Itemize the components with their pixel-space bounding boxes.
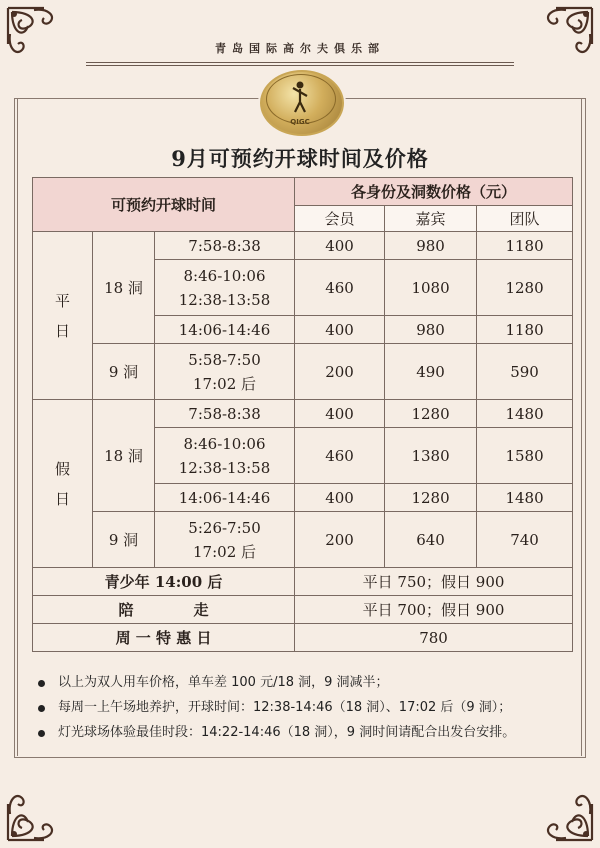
price-cell: 1580 (477, 428, 573, 484)
weekday-18-label: 18 洞 (93, 232, 155, 344)
bullet-icon (38, 730, 45, 737)
price-cell: 1280 (385, 484, 477, 512)
corner-ornament-bottom-right (516, 774, 596, 844)
price-cell: 400 (295, 232, 385, 260)
header-member: 会员 (295, 206, 385, 232)
price-cell: 1480 (477, 400, 573, 428)
price-cell: 1180 (477, 316, 573, 344)
divider (86, 65, 514, 66)
price-cell: 490 (385, 344, 477, 400)
note-item: 灯光球场体验最佳时段：14:22-14:46（18 洞），9 洞时间请配合出发台安排。 (30, 722, 590, 747)
holiday-label: 假日 (33, 400, 93, 568)
extra-value: 平日 750；假日 900 (295, 568, 573, 596)
extra-label: 周 一 特 惠 日 (33, 624, 295, 652)
time-cell: 14:06-14:46 (155, 316, 295, 344)
time-cell: 5:58-7:50 17:02 后 (155, 344, 295, 400)
time-cell: 7:58-8:38 (155, 232, 295, 260)
price-cell: 400 (295, 316, 385, 344)
extra-label: 陪 走 (33, 596, 295, 624)
price-cell: 1080 (385, 260, 477, 316)
weekday-label: 平日 (33, 232, 93, 400)
note-item: 每周一上午场地养护，开球时间：12:38-14:46（18 洞）、17:02 后（9 洞）； (30, 697, 590, 722)
price-cell: 460 (295, 260, 385, 316)
golfer-icon (289, 80, 311, 114)
divider (86, 62, 514, 63)
notes-list (30, 672, 590, 747)
price-cell: 980 (385, 316, 477, 344)
weekday-9-label: 9 洞 (93, 344, 155, 400)
corner-ornament-top-right (516, 4, 596, 74)
price-cell: 590 (477, 344, 573, 400)
logo-text: QIGC (290, 118, 310, 126)
time-cell: 7:58-8:38 (155, 400, 295, 428)
note-item: 以上为双人用车价格，单车差 100 元/18 洞，9 洞减半； (30, 672, 590, 697)
bullet-icon (38, 705, 45, 712)
price-cell: 1280 (477, 260, 573, 316)
header-guest: 嘉宾 (385, 206, 477, 232)
time-cell: 14:06-14:46 (155, 484, 295, 512)
frame-line (581, 98, 582, 756)
price-cell: 740 (477, 512, 573, 568)
time-cell: 5:26-7:50 17:02 后 (155, 512, 295, 568)
price-cell: 400 (295, 484, 385, 512)
club-name: 青岛国际高尔夫俱乐部 (215, 42, 385, 55)
page-title: 9月可预约开球时间及价格 (171, 146, 429, 171)
price-cell: 400 (295, 400, 385, 428)
time-cell: 8:46-10:06 12:38-13:58 (155, 428, 295, 484)
price-cell: 1480 (477, 484, 573, 512)
time-cell: 8:46-10:06 12:38-13:58 (155, 260, 295, 316)
price-cell: 1280 (385, 400, 477, 428)
extra-value: 780 (295, 624, 573, 652)
corner-ornament-bottom-left (4, 774, 84, 844)
price-cell: 460 (295, 428, 385, 484)
frame-line (17, 98, 18, 756)
price-cell: 200 (295, 344, 385, 400)
corner-ornament-top-left (4, 4, 84, 74)
extra-label: 青少年 14:00 后 (33, 568, 295, 596)
price-cell: 640 (385, 512, 477, 568)
price-cell: 1180 (477, 232, 573, 260)
price-cell: 980 (385, 232, 477, 260)
price-table (32, 177, 573, 652)
header-price-group: 各身份及洞数价格（元） (295, 178, 573, 206)
extra-value: 平日 700；假日 900 (295, 596, 573, 624)
holiday-18-label: 18 洞 (93, 400, 155, 512)
price-cell: 200 (295, 512, 385, 568)
bullet-icon (38, 680, 45, 687)
header-team: 团队 (477, 206, 573, 232)
holiday-9-label: 9 洞 (93, 512, 155, 568)
price-cell: 1380 (385, 428, 477, 484)
header-time: 可预约开球时间 (33, 178, 295, 232)
